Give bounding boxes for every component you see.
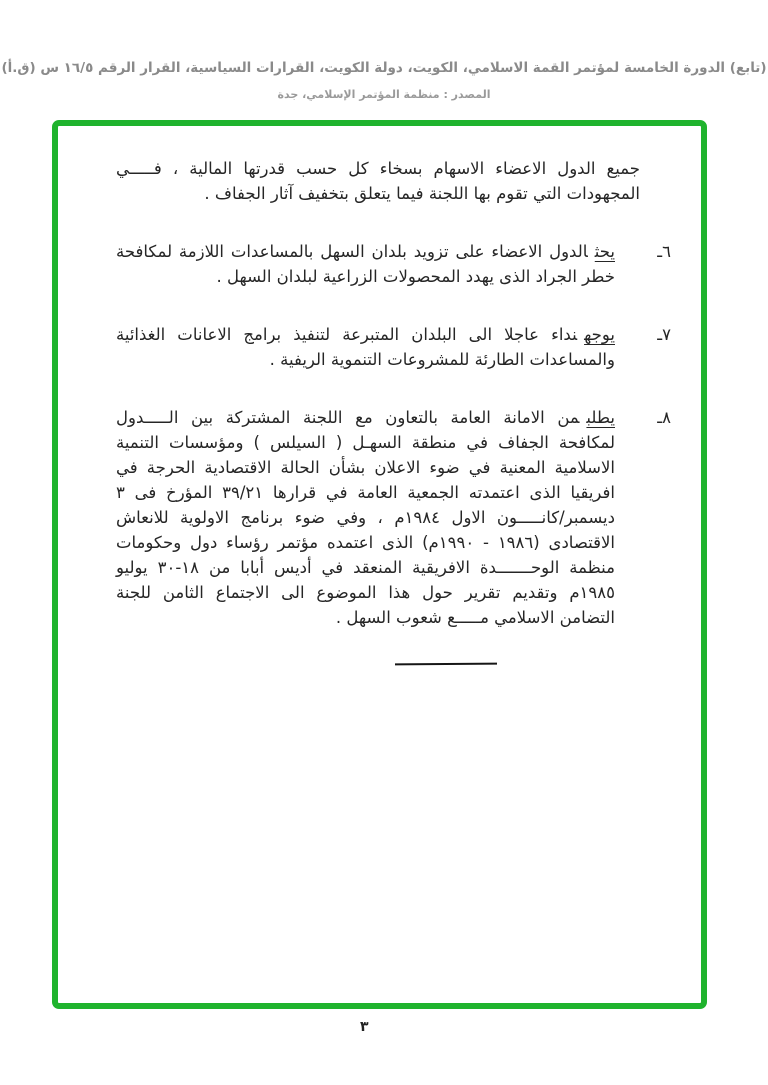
resolution-item-7 [84, 322, 675, 372]
item-number: ٧ـ [657, 325, 671, 344]
item-number: ٦ـ [657, 242, 671, 261]
resolution-item-6 [84, 239, 675, 289]
document-source-line: المصدر : منظمة المؤتمر الإسلامي، جدة [277, 88, 491, 101]
item-lead-word: يطلب [586, 408, 615, 427]
item-text [116, 239, 615, 289]
item-number: ٨ـ [657, 408, 671, 427]
item-lead-word: يحث [594, 242, 615, 261]
document-body [58, 126, 701, 1003]
document-header-title: (تابع) الدورة الخامسة لمؤتمر القمة الاسلامي، الكويت، دولة الكويت، القرارات السياسية، القرار الرقم ١٦/٥ س (ق.أ) [1, 60, 767, 76]
item-body-text: نداء عاجلا الى البلدان المتبرعة لتنفيذ برامج الاعانات الغذائية والمساعدات الطارئة للمشروعات التنموية الريفية . [116, 325, 615, 369]
item-text [116, 322, 615, 372]
item-text [116, 405, 615, 630]
page-number: ٣ [360, 1019, 369, 1035]
item-lead-word: يوجه [584, 325, 615, 344]
green-border-frame [52, 120, 707, 1009]
item-body-text: من الامانة العامة بالتعاون مع اللجنة المشتركة بين الـــــدول لمكافحة الجفاف في منطقة السهـل ( السيلس ) ومؤسسات التنمية الاسلامية المعنية في ضوء الاعلان بشأن الحالة الاقتصادية الحرجة في افريقيا الذى اعتمدته الجمعية العامة في قرارها ٣٩/٢١ المؤرخ فى ٣ ديسمبر/كانـــــون الاول ١٩٨٤م ، وفي ضوء برنامج الاولوية للانعاش الاقتصادى (١٩٨٦ - ١٩٩٠م) الذى اعتمده مؤتمر رؤساء دول وحكومات منظمة الوحـــــــدة الافريقية المنعقد في أديس أبابا من ١٨-٣٠ يوليو ١٩٨٥م وتقديم تقرير حول هذا الموضوع الى الاجتماع الثامن للجنة التضامن الاسلامي مـــــع شعوب السهل . [116, 408, 615, 627]
item-body-text: الدول الاعضاء على تزويد بلدان السهل بالمساعدات اللازمة لمكافحة خطر الجراد الذى يهدد المحصولات الزراعية لبلدان السهل . [116, 242, 615, 286]
end-of-text-separator-line [395, 663, 497, 666]
resolution-item-8 [84, 405, 675, 630]
intro-paragraph: جميع الدول الاعضاء الاسهام بسخاء كل حسب قدرتها المالية ، فـــــي المجهودات التي تقوم بها اللجنة فيما يتعلق بتخفيف آثار الجفاف . [116, 159, 640, 203]
